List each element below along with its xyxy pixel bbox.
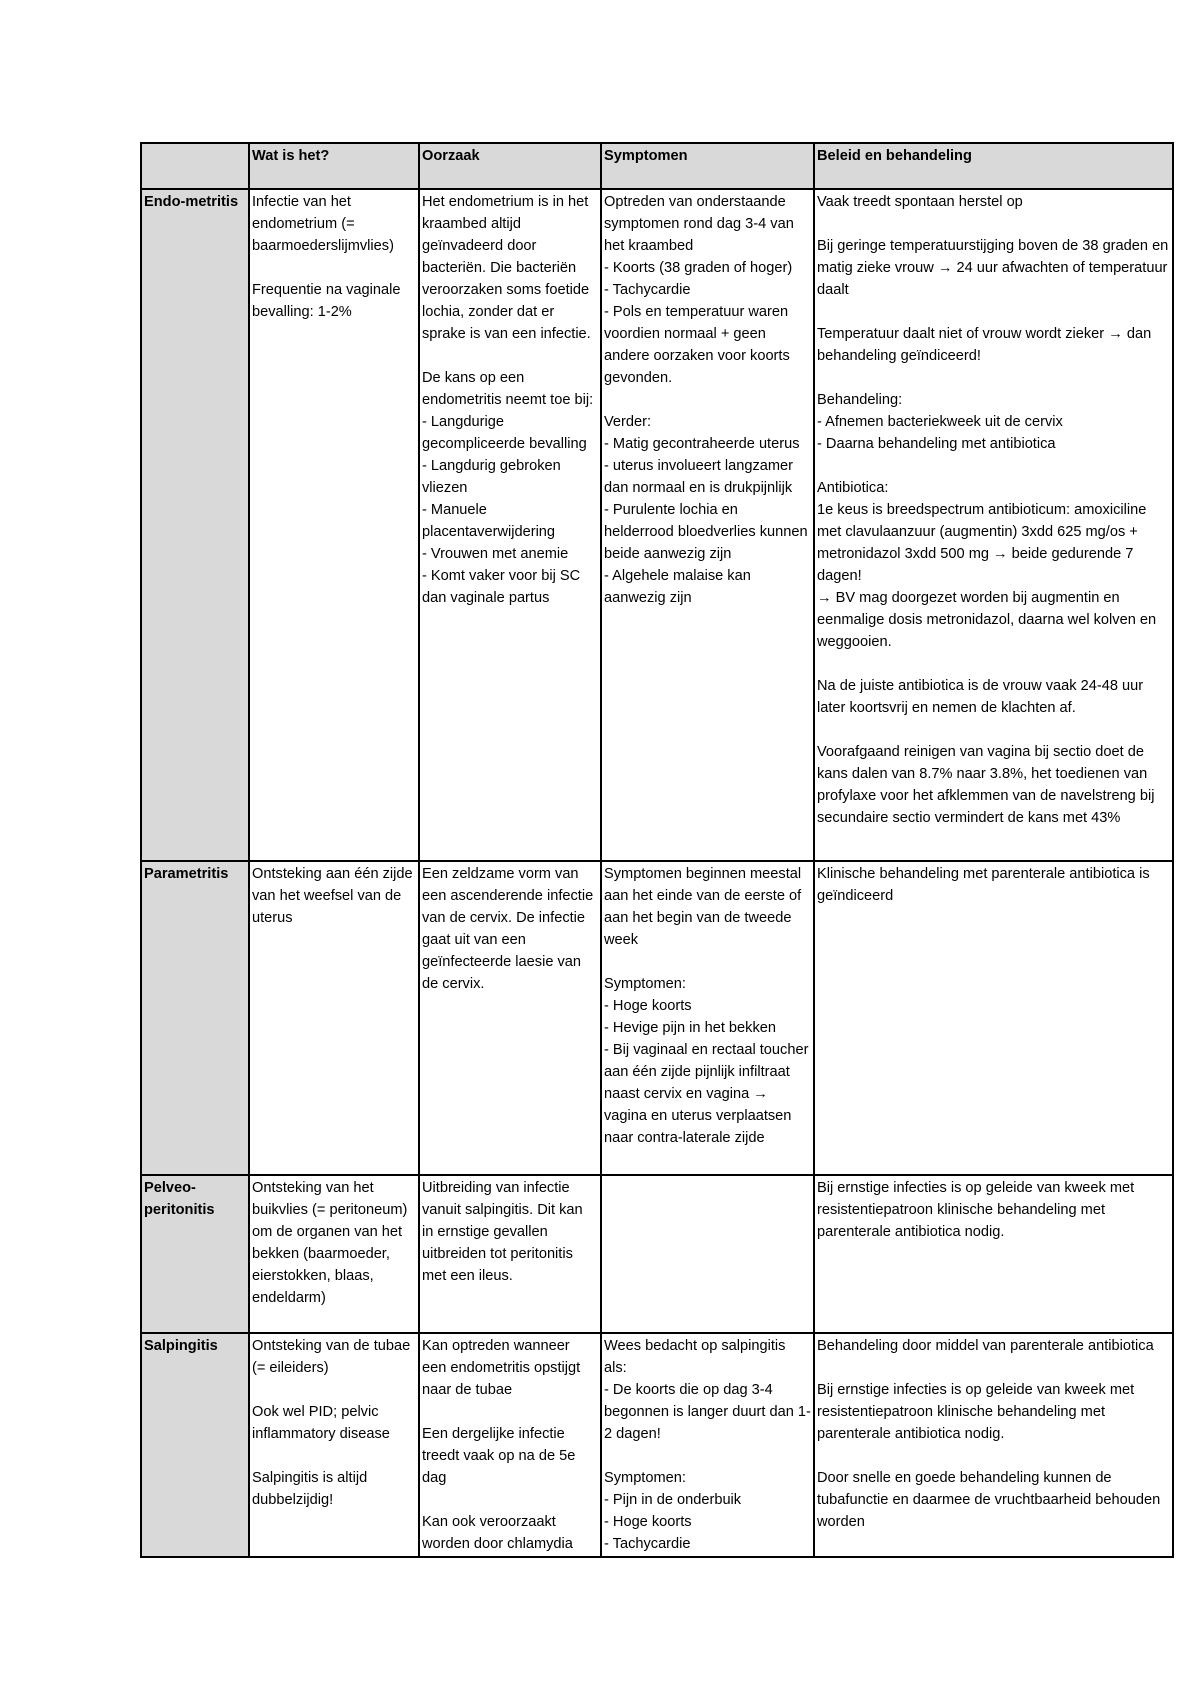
cell-beleid: Vaak treedt spontaan herstel op Bij geringe temperatuurstijging boven de 38 graden en matig zieke vrouw → 24 uur afwachten of temperatuur daalt Temperatuur daalt niet of vrouw wordt zieker → dan behandeling geïndiceerd! Behandeling: - Afnemen bacteriekweek uit de cervix - Daarna behandeling met antibiotica Antibiotica: 1e keus is breedspectrum antibioticum: amoxiciline met clavulaanzuur (augmentin) 3xdd 625 mg/os + metronidazol 3xdd 500 mg → beide gedurende 7 dagen! → BV mag doorgezet worden bij augmentin en eenmalige dosis metronidazol, daarna wel kolven en weggooien. Na de juiste antibiotica is de vrouw vaak 24-48 uur later koortsvrij en nemen de klachten af. Voorafgaand reinigen van vagina bij sectio doet de kans dalen van 8.7% naar 3.8%, het toedienen van profylaxe voor het afklemmen van de navelstreng bij secundaire sectio vermindert de kans met 43% <box>814 189 1173 861</box>
row-label: Pelveo-peritonitis <box>141 1175 249 1333</box>
table-row <box>141 189 1173 861</box>
header-beleid: Beleid en behandeling <box>814 143 1173 189</box>
table-row <box>141 861 1173 1175</box>
header-symptomen: Symptomen <box>601 143 814 189</box>
table-row <box>141 1333 1173 1557</box>
row-label: Salpingitis <box>141 1333 249 1557</box>
row-label: Parametritis <box>141 861 249 1175</box>
cell-beleid: Behandeling door middel van parenterale antibiotica Bij ernstige infecties is op geleide van kweek met resistentiepatroon klinische behandeling met parenterale antibiotica nodig. Door snelle en goede behandeling kunnen de tubafunctie en daarmee de vruchtbaarheid behouden worden <box>814 1333 1173 1557</box>
cell-oorzaak: Uitbreiding van infectie vanuit salpingitis. Dit kan in ernstige gevallen uitbreiden tot peritonitis met een ileus. <box>419 1175 601 1333</box>
cell-oorzaak: Kan optreden wanneer een endometritis opstijgt naar de tubae Een dergelijke infectie treedt vaak op na de 5e dag Kan ook veroorzaakt worden door chlamydia <box>419 1333 601 1557</box>
cell-beleid: Bij ernstige infecties is op geleide van kweek met resistentiepatroon klinische behandeling met parenterale antibiotica nodig. <box>814 1175 1173 1333</box>
cell-wat: Ontsteking van het buikvlies (= peritoneum) om de organen van het bekken (baarmoeder, eierstokken, blaas, endeldarm) <box>249 1175 419 1333</box>
cell-symptomen <box>601 1175 814 1333</box>
header-row <box>141 143 1173 189</box>
cell-symptomen: Symptomen beginnen meestal aan het einde van de eerste of aan het begin van de tweede week Symptomen: - Hoge koorts - Hevige pijn in het bekken - Bij vaginaal en rectaal toucher aan één zijde pijnlijk infiltraat naast cervix en vagina → vagina en uterus verplaatsen naar contra-laterale zijde <box>601 861 814 1175</box>
cell-wat: Ontsteking aan één zijde van het weefsel van de uterus <box>249 861 419 1175</box>
row-label: Endo-metritis <box>141 189 249 861</box>
cell-symptomen: Wees bedacht op salpingitis als: - De koorts die op dag 3-4 begonnen is langer duurt dan 1-2 dagen! Symptomen: - Pijn in de onderbuik - Hoge koorts - Tachycardie <box>601 1333 814 1557</box>
cell-wat: Infectie van het endometrium (= baarmoederslijmvlies) Frequentie na vaginale bevalling: 1-2% <box>249 189 419 861</box>
header-wat: Wat is het? <box>249 143 419 189</box>
cell-symptomen: Optreden van onderstaande symptomen rond dag 3-4 van het kraambed - Koorts (38 graden of hoger) - Tachycardie - Pols en temperatuur waren voordien normaal + geen andere oorzaken voor koorts gevonden. Verder: - Matig gecontraheerde uterus - uterus involueert langzamer dan normaal en is drukpijnlijk - Purulente lochia en helderrood bloedverlies kunnen beide aanwezig zijn - Algehele malaise kan aanwezig zijn <box>601 189 814 861</box>
cell-oorzaak: Het endometrium is in het kraambed altijd geïnvadeerd door bacteriën. Die bacteriën veroorzaken soms foetide lochia, zonder dat er sprake is van een infectie. De kans op een endometritis neemt toe bij: - Langdurige gecompliceerde bevalling - Langdurig gebroken vliezen - Manuele placentaverwijdering - Vrouwen met anemie - Komt vaker voor bij SC dan vaginale partus <box>419 189 601 861</box>
table-row <box>141 1175 1173 1333</box>
cell-wat: Ontsteking van de tubae (= eileiders) Ook wel PID; pelvic inflammatory disease Salpingitis is altijd dubbelzijdig! <box>249 1333 419 1557</box>
infection-table <box>140 142 1174 1558</box>
cell-oorzaak: Een zeldzame vorm van een ascenderende infectie van de cervix. De infectie gaat uit van een geïnfecteerde laesie van de cervix. <box>419 861 601 1175</box>
cell-beleid: Klinische behandeling met parenterale antibiotica is geïndiceerd <box>814 861 1173 1175</box>
header-corner <box>141 143 249 189</box>
header-oorzaak: Oorzaak <box>419 143 601 189</box>
